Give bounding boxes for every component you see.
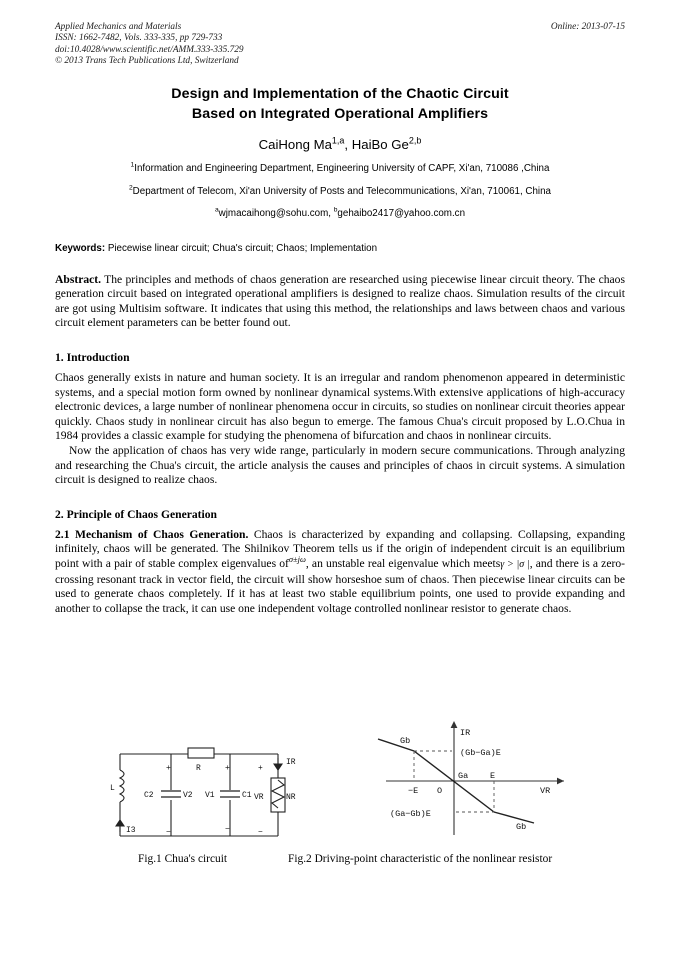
- author-name-2: HaiBo Ge: [351, 136, 409, 152]
- abstract-block: [55, 273, 625, 331]
- figure-1-caption: Fig.1 Chua's circuit: [138, 853, 228, 865]
- abstract-label: Abstract.: [55, 272, 102, 286]
- author-emails: [55, 208, 625, 219]
- current-arrow-I3: [116, 820, 124, 832]
- label-capacitor-C1: C1: [242, 791, 252, 800]
- polarity-plus-c1: +: [225, 764, 230, 773]
- polarity-minus-nr: −: [258, 828, 263, 837]
- current-arrow-IR: [274, 758, 282, 770]
- keywords-label: Keywords:: [55, 242, 106, 254]
- label-current-I3: I3: [126, 826, 136, 835]
- abstract-text: The principles and methods of chaos generation are researched using piecewise linear circuit theory. The chaos generation circuit based on integrated operational amplifiers is designed to realize chaos. Simulation results of the circuit are got using Multisim software. It indicates that using this method, the relationships and laws between chaos and various circuit element parameters can be better found out.: [55, 272, 625, 330]
- email-1-marker: a: [214, 206, 219, 214]
- journal-doi: doi:10.4028/www.scientific.net/AMM.333-335.729: [55, 44, 244, 55]
- affiliation-1: [55, 162, 625, 175]
- figure-2-driving-point-characteristic: [368, 713, 598, 846]
- section-heading-principle: 2. Principle of Chaos Generation: [55, 507, 217, 521]
- label-voltage-V2: V2: [183, 791, 193, 800]
- introduction-paragraph-2: Now the application of chaos has very wide range, particularly in modern secure communications. Through analyzing and researching the Chua's circuit, the article analysis the causes and principles of chaos in circuit systems. A simulation circuit is designed to realize chaos.: [55, 443, 625, 487]
- label-nonlinear-resistor-NR: NR: [286, 793, 296, 802]
- page-content: [55, 22, 625, 616]
- label-capacitor-C2: C2: [144, 791, 154, 800]
- affiliation-2-marker: 2: [128, 184, 133, 192]
- mechanism-text-part-1: Chaos is characterized by expanding and collapsing. Collapsing, expanding infinitely, chaos will be generated. The Shilnikov Theorem tells us if the origin of independent circuit is an equilibrium point with a pair of stable complex eigenvalues of: [55, 527, 625, 570]
- introduction-paragraph-1: Chaos generally exists in nature and human society. It is an irregular and random phenomenon appeared in deterministic systems, and a special motion form owned by nonlinear dynamical systems.With extensive applications of high-accuracy electronic devices, a large number of nonlinear phenomena occur in circuits, so studies on nonlinear circuit theories appear quickly. Chaos study in nonlinear circuit has also begun to emerge. The famous Chua's circuit proposed by L.O.Chua in 1984 provides a classic example for studying the phenomena of bifurcation and chaos in nonlinear circuits.: [55, 371, 625, 443]
- figure-2-caption: Fig.2 Driving-point characteristic of the nonlinear resistor: [288, 853, 553, 865]
- label-breakpoint-negative-E: −E: [408, 786, 419, 796]
- journal-header: [55, 22, 625, 68]
- email-2-marker: b: [333, 206, 338, 214]
- journal-issn: ISSN: 1662-7482, Vols. 333-335, pp 729-733: [55, 33, 223, 44]
- journal-name: Applied Mechanics and Materials: [55, 22, 182, 32]
- affiliation-1-text: Information and Engineering Department, Engineering University of CAPF, Xi'an, 710086 ,China: [134, 162, 550, 174]
- paper-title: [55, 84, 625, 124]
- label-origin-O: O: [437, 786, 443, 796]
- math-gamma-sigma-inequality: γ > |σ |: [500, 558, 530, 570]
- label-voltage-V1: V1: [205, 791, 215, 800]
- figure-1-chua-circuit: [108, 740, 298, 850]
- label-breakpoint-positive-E: E: [490, 771, 496, 781]
- affiliation-2: [55, 185, 625, 198]
- label-slope-Ga: Ga: [458, 771, 469, 781]
- label-slope-Gb-upper: Gb: [400, 736, 411, 746]
- mechanism-text-part-3: , and there is a zero-crossing resonant track in vector field, the circuit will show horseshoe sum of chaos. Then piecewise linear circuits can be used to generate chaos completely. If it has at least two stable equilibrium points, one used to provide expanding and another to collapse the track, it can use one independent voltage controlled nonlinear resistor to generate chaos.: [55, 556, 625, 615]
- label-inductor-L: L: [110, 784, 115, 793]
- author-list: [55, 137, 625, 152]
- keywords-text: Piecewise linear circuit; Chua's circuit; Chaos; Implementation: [105, 242, 378, 254]
- author-separator: ,: [344, 136, 352, 152]
- label-level-lower: (Ga−Gb)E: [390, 809, 431, 819]
- nonlinear-resistor-symbol-NR: [271, 778, 285, 812]
- capacitor-symbol-C1: [220, 791, 240, 797]
- inductor-symbol-L: [120, 770, 124, 802]
- label-voltage-VR: VR: [254, 793, 264, 802]
- journal-copyright: © 2013 Trans Tech Publications Ltd, Switzerland: [55, 56, 239, 67]
- paper-title-line-1: Design and Implementation of the Chaotic Circuit: [171, 85, 509, 102]
- axis-y-arrowhead: [451, 721, 458, 728]
- figures-region: [0, 705, 678, 895]
- mechanism-paragraph: [55, 528, 625, 617]
- axis-label-VR: VR: [540, 786, 551, 796]
- journal-online-date: Online: 2013-07-15: [550, 22, 625, 32]
- axis-label-IR: IR: [460, 728, 471, 738]
- author-1-affiliation-marker: 1,a: [331, 135, 345, 146]
- resistor-symbol-R: [188, 748, 214, 758]
- mechanism-text-part-2: , an unstable real eigenvalue which meets: [305, 556, 501, 570]
- author-name-1: CaiHong Ma: [258, 136, 332, 152]
- subsection-heading-mechanism: 2.1 Mechanism of Chaos Generation.: [55, 527, 249, 541]
- polarity-minus-c1: −: [225, 825, 230, 834]
- email-2[interactable]: gehaibo2417@yahoo.com.cn: [337, 207, 466, 219]
- affiliation-2-text: Department of Telecom, Xi'an University of Posts and Telecommunications, Xi'an, 710061, China: [132, 185, 552, 197]
- polarity-minus-c2: −: [166, 828, 171, 837]
- label-current-IR: IR: [286, 758, 296, 767]
- label-level-upper: (Gb−Ga)E: [460, 748, 501, 758]
- keywords-line: [55, 243, 625, 254]
- math-eigenvalue-expression: σ±jω: [288, 555, 306, 565]
- chua-circuit-svg: [108, 740, 298, 845]
- polarity-plus-nr: +: [258, 764, 263, 773]
- label-resistor-R: R: [196, 764, 201, 773]
- author-2-affiliation-marker: 2,b: [408, 135, 422, 146]
- journal-header-top-row: [55, 22, 625, 33]
- affiliation-1-marker: 1: [130, 161, 135, 169]
- axis-x-arrowhead: [557, 778, 564, 785]
- section-heading-introduction: 1. Introduction: [55, 351, 130, 364]
- email-1[interactable]: wjmacaihong@sohu.com,: [218, 207, 334, 219]
- paper-title-line-2: Based on Integrated Operational Amplifiers: [191, 105, 489, 122]
- driving-point-chart-svg: [368, 713, 598, 841]
- label-slope-Gb-lower: Gb: [516, 822, 527, 832]
- capacitor-symbol-C2: [161, 791, 181, 797]
- polarity-plus-c2: +: [166, 764, 171, 773]
